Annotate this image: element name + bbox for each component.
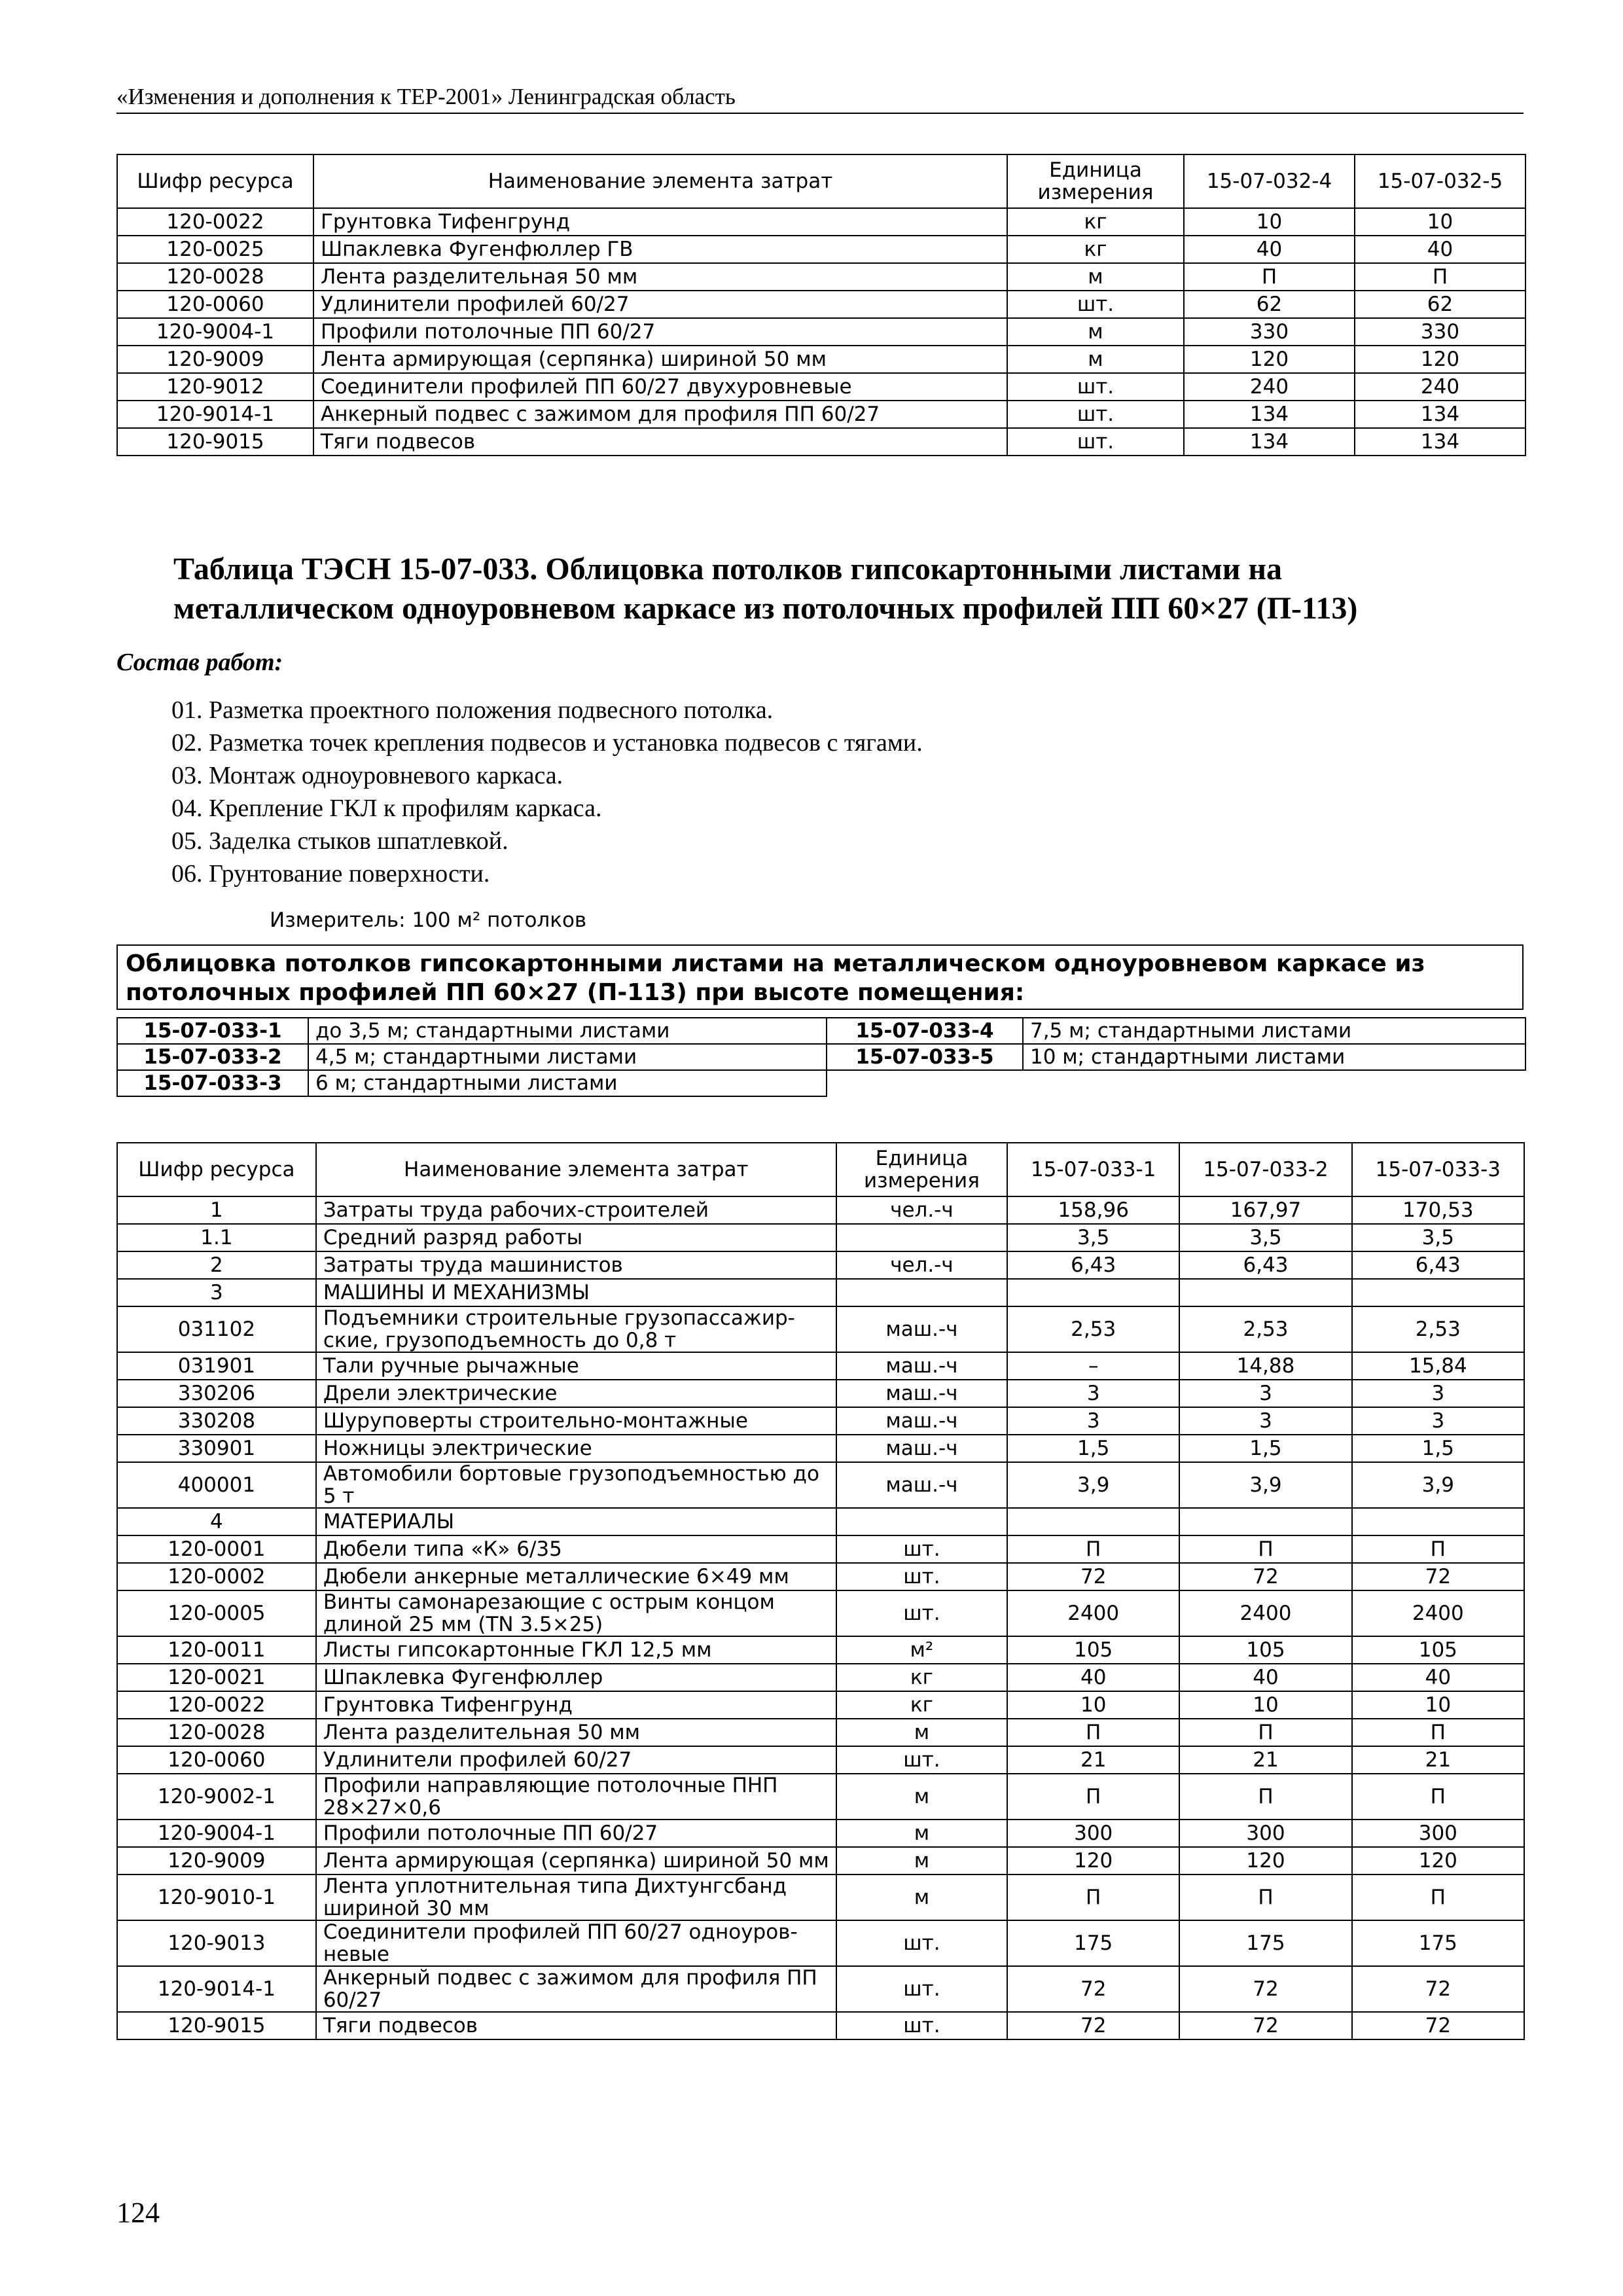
table-row [117, 1462, 1524, 1508]
table-cell [836, 1279, 1007, 1306]
table-cell: 3,9 [1352, 1462, 1524, 1508]
table-row [117, 1874, 1524, 1920]
table-cell: Удлинители профилей 60/27 [313, 291, 1007, 318]
table-row [117, 208, 1525, 236]
table-cell: 105 [1007, 1636, 1179, 1664]
column-header: 15-07-033-2 [1179, 1143, 1351, 1196]
table-cell: Лента разделительная 50 мм [316, 1719, 836, 1746]
table-cell: 120-9004-1 [117, 1820, 316, 1847]
column-header: Шифр ресурса [117, 1143, 316, 1196]
table-cell: 40 [1355, 236, 1525, 263]
table-cell: чел.-ч [836, 1196, 1007, 1224]
table-cell: 120-9015 [117, 2012, 316, 2039]
table-cell: м [836, 1774, 1007, 1820]
table-cell: 167,97 [1179, 1196, 1351, 1224]
table-cell: 3 [117, 1279, 316, 1306]
table-row [117, 1691, 1524, 1719]
table-cell: 120-0022 [117, 1691, 316, 1719]
table-cell: 120 [1007, 1847, 1179, 1874]
table-cell: Профили потолочные ПП 60/27 [313, 318, 1007, 346]
table-cell: 3,9 [1179, 1462, 1351, 1508]
table-cell: 120-9015 [117, 428, 313, 456]
table-cell: 3 [1179, 1380, 1351, 1407]
table-cell: Тяги подвесов [313, 428, 1007, 456]
variant-desc: 10 м; стандартными листами [1023, 1044, 1525, 1070]
table-cell: 134 [1355, 401, 1525, 428]
table-cell: П [1352, 1719, 1524, 1746]
table-cell: 031102 [117, 1306, 316, 1352]
table-cell [836, 1224, 1007, 1251]
table-row [117, 236, 1525, 263]
table-row [117, 1535, 1524, 1563]
variant-code: 15-07-033-2 [117, 1044, 308, 1070]
table-cell: шт. [1007, 401, 1184, 428]
table-cell: 2 [117, 1251, 316, 1279]
table-cell: 40 [1179, 1664, 1351, 1691]
table-cell: 1,5 [1352, 1435, 1524, 1462]
table-cell: 1,5 [1007, 1435, 1179, 1462]
table-cell: Лента армирующая (серпянка) шириной 50 мм [313, 346, 1007, 373]
table-cell: Анкерный подвес с зажимом для профиля ПП 60/27 [316, 1966, 836, 2012]
page-number: 124 [116, 2197, 160, 2229]
table-cell: 62 [1355, 291, 1525, 318]
work-item: 01. Разметка проектного положения подвесного потолка. [171, 696, 774, 724]
table-row [117, 1636, 1524, 1664]
table-row [117, 1251, 1524, 1279]
table-cell: м [1007, 318, 1184, 346]
table-cell: шт. [836, 1966, 1007, 2012]
table-cell: 105 [1179, 1636, 1351, 1664]
table-cell: 3 [1007, 1407, 1179, 1435]
table-cell: м [836, 1874, 1007, 1920]
table-row [117, 318, 1525, 346]
table-cell: 14,88 [1179, 1352, 1351, 1380]
table-cell: 120-0002 [117, 1563, 316, 1590]
table-cell: 120-0011 [117, 1636, 316, 1664]
table-cell: 240 [1355, 373, 1525, 401]
table-cell: шт. [1007, 373, 1184, 401]
table-cell: П [1007, 1535, 1179, 1563]
table-cell: 72 [1179, 2012, 1351, 2039]
table-cell: Шуруповерты строительно-монтажные [316, 1407, 836, 1435]
table-row [117, 1820, 1524, 1847]
table-cell: 330208 [117, 1407, 316, 1435]
variant-code: 15-07-033-1 [117, 1018, 308, 1044]
resource-table-032 [116, 154, 1526, 456]
variant-desc: 7,5 м; стандартными листами [1023, 1018, 1525, 1044]
table-row [117, 1196, 1524, 1224]
table-cell: 40 [1007, 1664, 1179, 1691]
table-cell: П [1179, 1874, 1351, 1920]
table-cell: 120-9014-1 [117, 401, 313, 428]
table-cell: Затраты труда машинистов [316, 1251, 836, 1279]
table-cell: 3,9 [1007, 1462, 1179, 1508]
table-cell: Дюбели анкерные металлические 6×49 мм [316, 1563, 836, 1590]
column-header: 15-07-032-5 [1355, 154, 1525, 208]
table-cell: Лента уплотнительная типа Дихтунгсбанд шириной 30 мм [316, 1874, 836, 1920]
table-cell: 3 [1352, 1407, 1524, 1435]
table-cell: м [836, 1847, 1007, 1874]
table-cell: Ножницы электрические [316, 1435, 836, 1462]
table-cell: П [1355, 263, 1525, 291]
table-cell: м [1007, 346, 1184, 373]
table-cell: Лента армирующая (серпянка) шириной 50 мм [316, 1847, 836, 1874]
table-cell: Затраты труда рабочих-строителей [316, 1196, 836, 1224]
table-cell: Соединители профилей ПП 60/27 одноуров-невые [316, 1920, 836, 1966]
table-row [117, 1435, 1524, 1462]
table-cell: Соединители профилей ПП 60/27 двухуровневые [313, 373, 1007, 401]
table-cell: 134 [1184, 401, 1355, 428]
table-cell: 330206 [117, 1380, 316, 1407]
table-cell: П [1179, 1535, 1351, 1563]
table-cell [1352, 1279, 1524, 1306]
table-cell: Автомобили бортовые грузоподъемностью до 5 т [316, 1462, 836, 1508]
table-row [117, 346, 1525, 373]
table-cell: Тали ручные рычажные [316, 1352, 836, 1380]
table-cell: 10 [1007, 1691, 1179, 1719]
table-cell: 120-0025 [117, 236, 313, 263]
table-cell: 120-9010-1 [117, 1874, 316, 1920]
table-cell: маш.-ч [836, 1352, 1007, 1380]
table-cell: Подъемники строительные грузопассажир-ские, грузоподъемность до 0,8 т [316, 1306, 836, 1352]
table-cell: П [1352, 1874, 1524, 1920]
table-row [117, 1719, 1524, 1746]
table-cell: 15,84 [1352, 1352, 1524, 1380]
work-item: 05. Заделка стыков шпатлевкой. [171, 827, 508, 855]
table-cell: П [1184, 263, 1355, 291]
table-cell: 3 [1352, 1380, 1524, 1407]
table-cell: 2,53 [1007, 1306, 1179, 1352]
table-cell: Лента разделительная 50 мм [313, 263, 1007, 291]
table-cell: 72 [1352, 1563, 1524, 1590]
table-cell: маш.-ч [836, 1462, 1007, 1508]
table-cell: П [1352, 1535, 1524, 1563]
table-row [117, 1508, 1524, 1535]
table-cell: Дрели электрические [316, 1380, 836, 1407]
table-cell: 3 [1179, 1407, 1351, 1435]
table-cell: 1,5 [1179, 1435, 1351, 1462]
table-cell: 10 [1179, 1691, 1351, 1719]
table-row [117, 1920, 1524, 1966]
table-cell: 120-9009 [117, 1847, 316, 1874]
column-header: Наименование элемента затрат [313, 154, 1007, 208]
table-cell: 6,43 [1179, 1251, 1351, 1279]
table-row [117, 1664, 1524, 1691]
table-cell: 1 [117, 1196, 316, 1224]
table-cell: кг [1007, 208, 1184, 236]
table-cell: 120-0001 [117, 1535, 316, 1563]
work-item: 06. Грунтование поверхности. [171, 860, 490, 888]
table-cell: шт. [836, 2012, 1007, 2039]
table-cell: Листы гипсокартонные ГКЛ 12,5 мм [316, 1636, 836, 1664]
table-cell: 120-0005 [117, 1590, 316, 1636]
table-heading: Таблица ТЭСН 15-07-033. Облицовка потолков гипсокартонными листами на металлическом одноуровневом каркасе из потолочных профилей ПП 60×27 (П-113) [173, 552, 1358, 626]
column-header: 15-07-033-3 [1352, 1143, 1524, 1196]
table-cell: Грунтовка Тифенгрунд [313, 208, 1007, 236]
table-cell: кг [836, 1664, 1007, 1691]
table-cell: П [1179, 1719, 1351, 1746]
table-cell [1179, 1279, 1351, 1306]
table-cell: шт. [1007, 428, 1184, 456]
table-cell: 175 [1352, 1920, 1524, 1966]
table-cell: 40 [1352, 1664, 1524, 1691]
table-cell: 4 [117, 1508, 316, 1535]
table-cell: 120-0028 [117, 1719, 316, 1746]
table-cell [836, 1508, 1007, 1535]
variant-code: 15-07-033-3 [117, 1070, 308, 1096]
table-cell: 72 [1007, 2012, 1179, 2039]
table-cell: 72 [1352, 2012, 1524, 2039]
table-cell: 330 [1355, 318, 1525, 346]
table-row [117, 291, 1525, 318]
table-cell: 175 [1007, 1920, 1179, 1966]
table-cell: 72 [1007, 1563, 1179, 1590]
table-cell: 21 [1179, 1746, 1351, 1774]
table-cell: маш.-ч [836, 1435, 1007, 1462]
table-cell: маш.-ч [836, 1306, 1007, 1352]
column-header: Шифр ресурса [117, 154, 313, 208]
table-cell: П [1179, 1774, 1351, 1820]
table-cell: шт. [1007, 291, 1184, 318]
table-cell: 120-0022 [117, 208, 313, 236]
table-row [117, 1774, 1524, 1820]
table-cell: 2,53 [1179, 1306, 1351, 1352]
table-cell: 10 [1184, 208, 1355, 236]
table-cell: маш.-ч [836, 1407, 1007, 1435]
works-title: Состав работ: [116, 649, 283, 676]
table-cell: шт. [836, 1563, 1007, 1590]
page-header: «Изменения и дополнения к ТЕР-2001» Ленинградская область [116, 84, 1524, 114]
table-cell: 120 [1179, 1847, 1351, 1874]
table-cell: 330 [1184, 318, 1355, 346]
table-cell [1179, 1508, 1351, 1535]
table-cell: 72 [1352, 1966, 1524, 2012]
table-row [117, 1563, 1524, 1590]
table-cell: 120-0028 [117, 263, 313, 291]
table-cell: 120-9004-1 [117, 318, 313, 346]
table-row [117, 1224, 1524, 1251]
table-row [117, 1590, 1524, 1636]
table-cell: 2,53 [1352, 1306, 1524, 1352]
table-row [117, 373, 1525, 401]
table-cell: чел.-ч [836, 1251, 1007, 1279]
measure-unit: Измеритель: 100 м² потолков [270, 908, 587, 932]
variants-box-title: Облицовка потолков гипсокартонными листами на металлическом одноуровневом каркасе из потолочных профилей ПП 60×27 (П-113) при высоте помещения: [116, 944, 1524, 1010]
table-cell: 40 [1184, 236, 1355, 263]
table-row [117, 1306, 1524, 1352]
table-cell [1352, 1508, 1524, 1535]
variant-desc: до 3,5 м; стандартными листами [308, 1018, 827, 1044]
table-cell: П [1007, 1774, 1179, 1820]
table-cell: 2400 [1352, 1590, 1524, 1636]
table-cell: кг [1007, 236, 1184, 263]
variant-desc: 4,5 м; стандартными листами [308, 1044, 827, 1070]
table-row [117, 1746, 1524, 1774]
table-cell [1007, 1279, 1179, 1306]
table-cell: 6,43 [1352, 1251, 1524, 1279]
table-cell: 72 [1007, 1966, 1179, 2012]
table-row [117, 263, 1525, 291]
column-header: Единица измерения [1007, 154, 1184, 208]
table-cell: 10 [1355, 208, 1525, 236]
work-item: 03. Монтаж одноуровневого каркаса. [171, 762, 563, 789]
table-cell: 300 [1007, 1820, 1179, 1847]
table-cell: Грунтовка Тифенгрунд [316, 1691, 836, 1719]
table-cell: П [1007, 1719, 1179, 1746]
table-cell: шт. [836, 1920, 1007, 1966]
table-cell: Шпаклевка Фугенфюллер ГВ [313, 236, 1007, 263]
table-cell: 120-9009 [117, 346, 313, 373]
table-cell: 120 [1352, 1847, 1524, 1874]
blank-cell [827, 1070, 1525, 1096]
table-cell: 10 [1352, 1691, 1524, 1719]
table-cell: шт. [836, 1746, 1007, 1774]
work-item: 04. Крепление ГКЛ к профилям каркаса. [171, 795, 602, 822]
table-cell: 21 [1352, 1746, 1524, 1774]
table-cell: 300 [1179, 1820, 1351, 1847]
variant-desc: 6 м; стандартными листами [308, 1070, 827, 1096]
column-header: 15-07-032-4 [1184, 154, 1355, 208]
table-cell: 120 [1184, 346, 1355, 373]
table-row [117, 1279, 1524, 1306]
table-cell: 400001 [117, 1462, 316, 1508]
table-cell: кг [836, 1691, 1007, 1719]
table-cell: 120-0021 [117, 1664, 316, 1691]
table-cell: маш.-ч [836, 1380, 1007, 1407]
table-cell: 170,53 [1352, 1196, 1524, 1224]
resource-table-033 [116, 1142, 1525, 2040]
table-cell: 3,5 [1179, 1224, 1351, 1251]
table-cell: 62 [1184, 291, 1355, 318]
table-cell: 120 [1355, 346, 1525, 373]
table-cell: 2400 [1007, 1590, 1179, 1636]
table-row [117, 401, 1525, 428]
table-cell: Профили потолочные ПП 60/27 [316, 1820, 836, 1847]
table-row [117, 1847, 1524, 1874]
table-cell: 72 [1179, 1563, 1351, 1590]
table-cell: 3 [1007, 1380, 1179, 1407]
table-cell: 21 [1007, 1746, 1179, 1774]
table-cell: 240 [1184, 373, 1355, 401]
variant-code: 15-07-033-5 [827, 1044, 1023, 1070]
table-cell: 120-9012 [117, 373, 313, 401]
table-cell: 175 [1179, 1920, 1351, 1966]
table-cell: П [1007, 1874, 1179, 1920]
table-cell: 3,5 [1007, 1224, 1179, 1251]
table-cell: Профили направляющие потолочные ПНП 28×27×0,6 [316, 1774, 836, 1820]
works-list [171, 694, 923, 890]
table-cell: – [1007, 1352, 1179, 1380]
table-cell: Шпаклевка Фугенфюллер [316, 1664, 836, 1691]
table-cell: 300 [1352, 1820, 1524, 1847]
table-cell [1007, 1508, 1179, 1535]
table-cell: м² [836, 1636, 1007, 1664]
table-cell: 72 [1179, 1966, 1351, 2012]
table-cell: 3,5 [1352, 1224, 1524, 1251]
variants-table [116, 1017, 1526, 1097]
table-cell: 120-9013 [117, 1920, 316, 1966]
table-cell: 120-9014-1 [117, 1966, 316, 2012]
table-cell: 120-9002-1 [117, 1774, 316, 1820]
table-cell: Винты самонарезающие с острым концом длиной 25 мм (TN 3.5×25) [316, 1590, 836, 1636]
table-cell: П [1352, 1774, 1524, 1820]
table-cell: 6,43 [1007, 1251, 1179, 1279]
table-cell: шт. [836, 1590, 1007, 1636]
table-cell: 1.1 [117, 1224, 316, 1251]
table-cell: Средний разряд работы [316, 1224, 836, 1251]
table-row [117, 1380, 1524, 1407]
table-cell: Удлинители профилей 60/27 [316, 1746, 836, 1774]
table-cell: 120-0060 [117, 291, 313, 318]
work-item: 02. Разметка точек крепления подвесов и установка подвесов с тягами. [171, 729, 923, 757]
table-row [117, 2012, 1524, 2039]
table-cell: м [1007, 263, 1184, 291]
table-cell: 105 [1352, 1636, 1524, 1664]
table-row [117, 428, 1525, 456]
table-cell: МАШИНЫ И МЕХАНИЗМЫ [316, 1279, 836, 1306]
table-cell: Тяги подвесов [316, 2012, 836, 2039]
table-row [117, 1407, 1524, 1435]
table-cell: м [836, 1719, 1007, 1746]
table-cell: 2400 [1179, 1590, 1351, 1636]
table-cell: м [836, 1820, 1007, 1847]
table-cell: Анкерный подвес с зажимом для профиля ПП 60/27 [313, 401, 1007, 428]
column-header: 15-07-033-1 [1007, 1143, 1179, 1196]
table-cell: 330901 [117, 1435, 316, 1462]
table-cell: 120-0060 [117, 1746, 316, 1774]
table-cell: 031901 [117, 1352, 316, 1380]
table-cell: 134 [1184, 428, 1355, 456]
table-row [117, 1966, 1524, 2012]
table-cell: Дюбели типа «К» 6/35 [316, 1535, 836, 1563]
table-cell: 158,96 [1007, 1196, 1179, 1224]
column-header: Единица измерения [836, 1143, 1007, 1196]
variant-code: 15-07-033-4 [827, 1018, 1023, 1044]
table-cell: шт. [836, 1535, 1007, 1563]
table-cell: МАТЕРИАЛЫ [316, 1508, 836, 1535]
table-cell: 134 [1355, 428, 1525, 456]
table-row [117, 1352, 1524, 1380]
column-header: Наименование элемента затрат [316, 1143, 836, 1196]
